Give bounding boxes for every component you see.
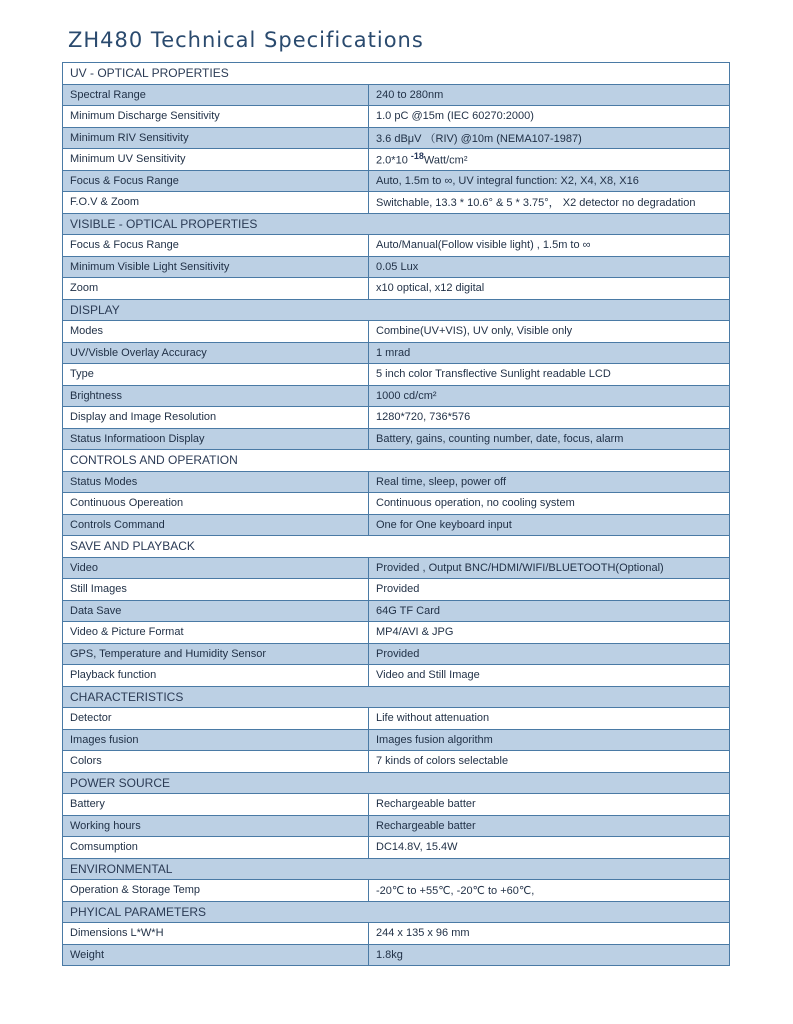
- spec-value-text: DC14.8V, 15.4W: [376, 841, 458, 854]
- spec-value-text: 64G TF Card: [376, 604, 440, 617]
- spec-value-text: 1 mrad: [376, 346, 411, 359]
- section-heading: UV - OPTICAL PROPERTIES: [63, 63, 730, 85]
- spec-value-text: 1000 cd/cm²: [376, 389, 437, 402]
- spec-value-text: 7 kinds of colors selectable: [376, 755, 509, 768]
- spec-value-text: 0.05 Lux: [376, 260, 419, 273]
- spec-value-text: Rechargeable batter: [376, 819, 476, 832]
- spec-value: [369, 751, 730, 773]
- table-row: [63, 837, 730, 859]
- spec-label: Minimum Visible Light Sensitivity: [63, 256, 369, 278]
- spec-label: Data Save: [63, 600, 369, 622]
- section-header: [63, 213, 730, 235]
- table-row: [63, 579, 730, 601]
- spec-label: Detector: [63, 708, 369, 730]
- spec-value: [369, 192, 730, 214]
- spec-label: Status Modes: [63, 471, 369, 493]
- spec-value: [369, 557, 730, 579]
- spec-label: Minimum Discharge Sensitivity: [63, 106, 369, 128]
- spec-label: Continuous Opereation: [63, 493, 369, 515]
- table-row: [63, 643, 730, 665]
- section-header: [63, 901, 730, 923]
- table-row: [63, 342, 730, 364]
- spec-value-text: x10 optical, x12 digital: [376, 282, 485, 295]
- spec-label: Working hours: [63, 815, 369, 837]
- spec-value: [369, 149, 730, 171]
- spec-label: Focus & Focus Range: [63, 170, 369, 192]
- spec-value: [369, 235, 730, 257]
- spec-value: [369, 665, 730, 687]
- table-row: [63, 514, 730, 536]
- spec-value-text: Auto/Manual(Follow visible light) , 1.5m to ∞: [376, 239, 591, 252]
- spec-label: Zoom: [63, 278, 369, 300]
- section-heading: PHYICAL PARAMETERS: [63, 901, 730, 923]
- spec-label: Display and Image Resolution: [63, 407, 369, 429]
- spec-value-text: MP4/AVI & JPG: [376, 626, 454, 639]
- spec-value: [369, 729, 730, 751]
- spec-value: [369, 321, 730, 343]
- spec-label: Video: [63, 557, 369, 579]
- table-row: [63, 407, 730, 429]
- section-header: [63, 299, 730, 321]
- spec-value-text: Continuous operation, no cooling system: [376, 497, 575, 510]
- spec-value: [369, 471, 730, 493]
- page-title: ZH480 Technical Specifications: [68, 28, 424, 52]
- spec-value-text: Rechargeable batter: [376, 798, 476, 811]
- spec-value: [369, 923, 730, 945]
- spec-value-text: 244 x 135 x 96 mm: [376, 927, 470, 940]
- spec-value: [369, 815, 730, 837]
- table-row: [63, 471, 730, 493]
- table-row: [63, 428, 730, 450]
- spec-value: [369, 514, 730, 536]
- spec-value-text: Video and Still Image: [376, 669, 480, 682]
- spec-label: Operation & Storage Temp: [63, 880, 369, 902]
- spec-value: [369, 579, 730, 601]
- table-row: [63, 321, 730, 343]
- section-header: [63, 536, 730, 558]
- section-header: [63, 772, 730, 794]
- table-row: [63, 84, 730, 106]
- table-row: [63, 622, 730, 644]
- spec-value: [369, 127, 730, 149]
- section-heading: POWER SOURCE: [63, 772, 730, 794]
- spec-value: [369, 622, 730, 644]
- section-heading: CONTROLS AND OPERATION: [63, 450, 730, 472]
- spec-value-text: Life without attenuation: [376, 712, 490, 725]
- spec-label: Battery: [63, 794, 369, 816]
- spec-value-text: 1280*720, 736*576: [376, 411, 471, 424]
- table-row: [63, 665, 730, 687]
- spec-label: Still Images: [63, 579, 369, 601]
- spec-label: Focus & Focus Range: [63, 235, 369, 257]
- table-row: [63, 557, 730, 579]
- table-row: [63, 278, 730, 300]
- spec-label: Spectral Range: [63, 84, 369, 106]
- spec-value: [369, 944, 730, 966]
- spec-label: Brightness: [63, 385, 369, 407]
- spec-value: [369, 278, 730, 300]
- spec-label: Playback function: [63, 665, 369, 687]
- spec-value: [369, 407, 730, 429]
- section-header: [63, 858, 730, 880]
- spec-value: [369, 837, 730, 859]
- spec-value: [369, 428, 730, 450]
- table-row: [63, 729, 730, 751]
- spec-value-text: 1.0 pC @15m (IEC 60270:2000): [376, 110, 534, 123]
- spec-label: Video & Picture Format: [63, 622, 369, 644]
- section-heading: ENVIRONMENTAL: [63, 858, 730, 880]
- spec-label: GPS, Temperature and Humidity Sensor: [63, 643, 369, 665]
- section-header: [63, 450, 730, 472]
- spec-value: [369, 106, 730, 128]
- spec-value: [369, 364, 730, 386]
- spec-value: [369, 880, 730, 902]
- table-row: [63, 192, 730, 214]
- spec-value-text: Provided: [376, 583, 420, 596]
- spec-value-text: Provided , Output BNC/HDMI/WIFI/BLUETOOTH(Optional): [376, 561, 664, 574]
- table-row: [63, 751, 730, 773]
- spec-label: Weight: [63, 944, 369, 966]
- table-row: [63, 794, 730, 816]
- spec-value-text: 240 to 280nm: [376, 88, 444, 101]
- table-row: [63, 944, 730, 966]
- spec-value-text: Images fusion algorithm: [376, 733, 493, 746]
- spec-value: [369, 708, 730, 730]
- table-row: [63, 880, 730, 902]
- table-row: [63, 493, 730, 515]
- spec-value: [369, 385, 730, 407]
- spec-label: Type: [63, 364, 369, 386]
- table-row: [63, 106, 730, 128]
- table-row: [63, 923, 730, 945]
- spec-value-text: -20℃ to +55℃, -20℃ to +60℃,: [376, 884, 535, 897]
- spec-value: [369, 794, 730, 816]
- section-heading: SAVE AND PLAYBACK: [63, 536, 730, 558]
- spec-label: Dimensions L*W*H: [63, 923, 369, 945]
- spec-label: Status Informatioon Display: [63, 428, 369, 450]
- spec-label: F.O.V & Zoom: [63, 192, 369, 214]
- section-heading: DISPLAY: [63, 299, 730, 321]
- spec-value-unit: Watt/cm²: [423, 155, 468, 168]
- spec-label: UV/Visble Overlay Accuracy: [63, 342, 369, 364]
- spec-value-text: Combine(UV+VIS), UV only, Visible only: [376, 325, 573, 338]
- spec-label: Colors: [63, 751, 369, 773]
- spec-label: Modes: [63, 321, 369, 343]
- table-row: [63, 385, 730, 407]
- spec-value-text: Battery, gains, counting number, date, focus, alarm: [376, 432, 624, 445]
- table-row: [63, 708, 730, 730]
- spec-value: [369, 643, 730, 665]
- specifications-table: [62, 62, 730, 966]
- spec-value-exponent: -18: [410, 151, 424, 162]
- table-row: [63, 364, 730, 386]
- spec-value-text: Switchable, 13.3 * 10.6° & 5 * 3.75°， X2 detector no degradation: [376, 197, 696, 210]
- table-row: [63, 170, 730, 192]
- table-row: [63, 235, 730, 257]
- table-row: [63, 600, 730, 622]
- spec-value-text: Provided: [376, 647, 420, 660]
- spec-label: Minimum UV Sensitivity: [63, 149, 369, 171]
- specifications-table-body: [63, 63, 730, 966]
- spec-value-text: Auto, 1.5m to ∞, UV integral function: X2, X4, X8, X16: [376, 174, 639, 187]
- section-header: [63, 686, 730, 708]
- section-header: [63, 63, 730, 85]
- section-heading: VISIBLE - OPTICAL PROPERTIES: [63, 213, 730, 235]
- spec-value: [369, 84, 730, 106]
- spec-value-text: Real time, sleep, power off: [376, 475, 507, 488]
- spec-value: [369, 493, 730, 515]
- table-row: [63, 815, 730, 837]
- spec-value-text: 1.8kg: [376, 948, 403, 961]
- spec-value-text: 3.6 dBμV （RIV) @10m (NEMA107-1987): [376, 132, 582, 145]
- spec-value: [369, 170, 730, 192]
- table-row: [63, 149, 730, 171]
- spec-value-text: 5 inch color Transflective Sunlight readable LCD: [376, 368, 611, 381]
- spec-label: Controls Command: [63, 514, 369, 536]
- spec-value-text: One for One keyboard input: [376, 518, 512, 531]
- section-heading: CHARACTERISTICS: [63, 686, 730, 708]
- spec-value: [369, 256, 730, 278]
- spec-label: Minimum RIV Sensitivity: [63, 127, 369, 149]
- spec-label: Images fusion: [63, 729, 369, 751]
- spec-value: [369, 600, 730, 622]
- spec-value: [369, 342, 730, 364]
- spec-label: Comsumption: [63, 837, 369, 859]
- table-row: [63, 256, 730, 278]
- spec-value-text: 2.0*10: [376, 155, 408, 168]
- table-row: [63, 127, 730, 149]
